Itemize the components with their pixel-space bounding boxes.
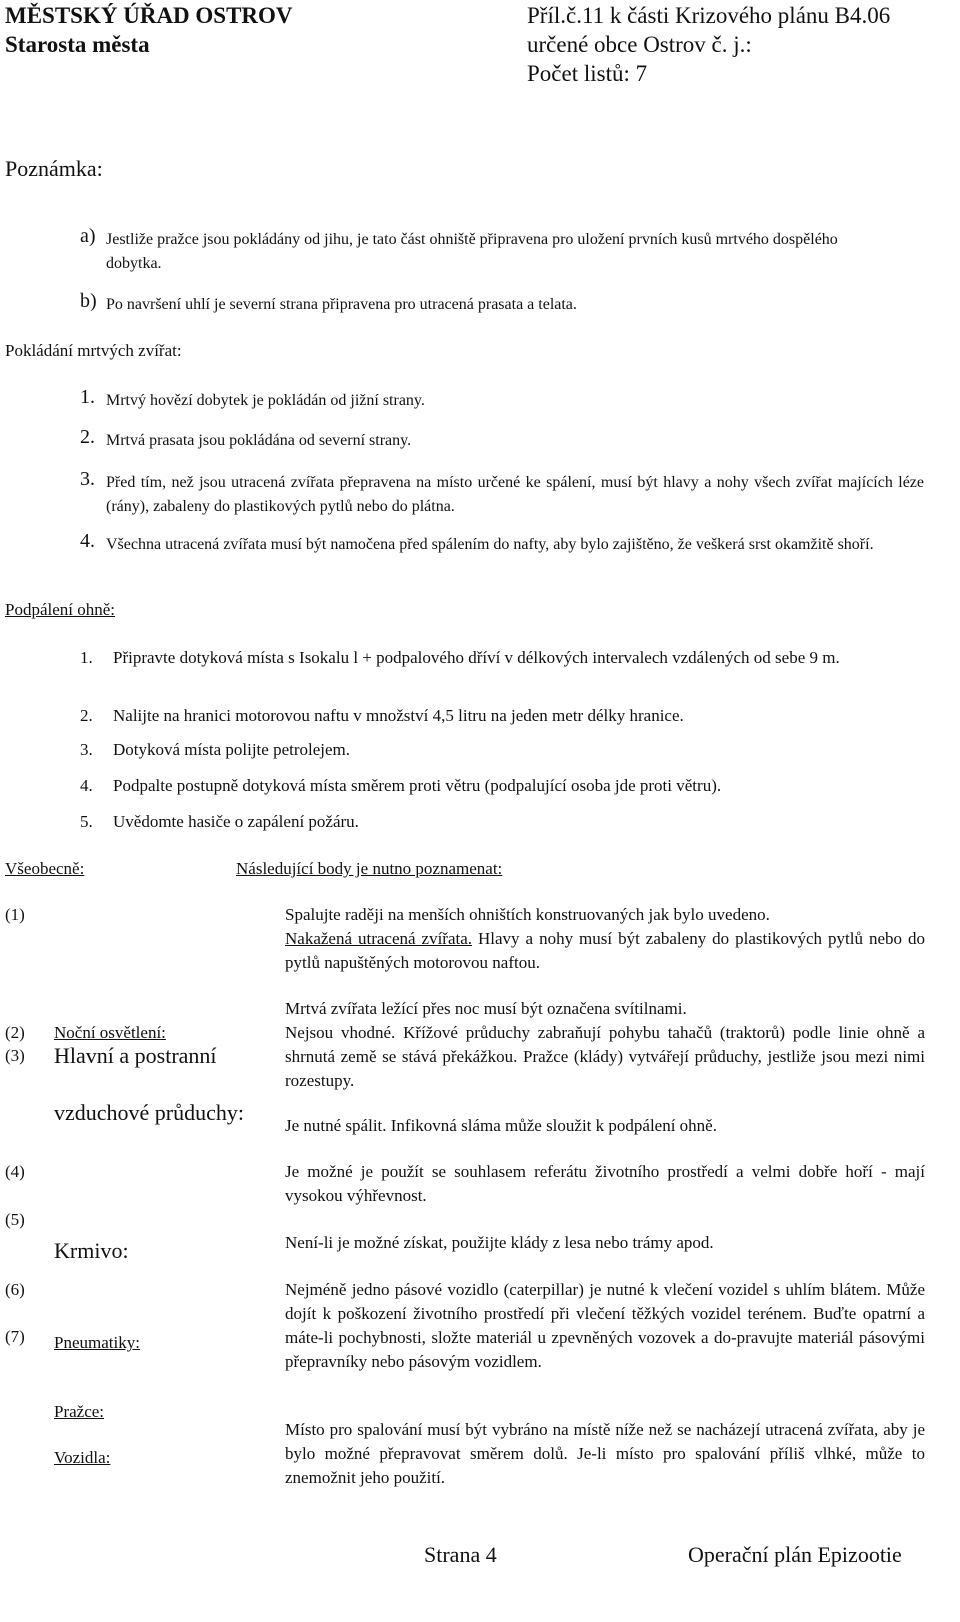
label-vehicles: Vozidla:	[54, 1448, 111, 1467]
note-b-text: Po navršení uhlí je severní strana připravena pro utracená prasata a telata.	[106, 296, 577, 313]
general-number-3: (3)	[5, 1046, 25, 1065]
laying-title: Pokládání mrtvých zvířat:	[5, 341, 182, 360]
ignition-item-5-number: 5.	[80, 812, 93, 831]
general-6-text: Není-li je možné získat, použijte klády z lesa nebo trámy apod.	[285, 1233, 714, 1252]
laying-item-3-number: 3.	[80, 468, 95, 490]
general-3-text: Nejsou vhodné. Křížové průduchy zabraňují pohybu tahačů (traktorů) podle linie ohně a shrnutá země se stává překážkou. Pražce (klády) vytvářejí průduchy, jestliže jsou mezi nimi rozestupy.	[285, 1023, 925, 1090]
laying-item-4-text: Všechna utracená zvířata musí být namočena před spálením do nafty, aby bylo zajištěno, že veškerá srst okamžitě shoří.	[106, 536, 874, 553]
general-subtitle: Následující body je nutno poznamenat:	[236, 859, 503, 878]
infected-animals-label: Nakažená utracená zvířata.	[285, 929, 473, 948]
attachment-ref: Příl.č.11 k části Krizového plánu B4.06	[527, 3, 891, 28]
general-number-6: (6)	[5, 1280, 25, 1299]
general-7-text: Nejméně jedno pásové vozidlo (caterpillar) je nutné k vlečení vozidel s uhlím blátem. Může dojít k poškození životního prostředí při vlečení těžkých vozidel terénem. Buďte opatrní a máte-li pochybnosti, složte materiál u zpevněných vozovek a do-pravujte materiál pásovými přepravníky nebo pásovým vozidlem.	[285, 1280, 925, 1371]
general-number-4: (4)	[5, 1162, 25, 1181]
ignition-item-1-text: Připravte dotyková místa s Isokalu l + podpalového dříví v délkových intervalech vzdálených od sebe 9 m.	[113, 648, 840, 667]
general-1-rest-text: Hlavy a nohy musí být zabaleny do plastikových pytlů nebo do pytlů napuštěných motorovou naftou.	[285, 929, 925, 972]
plan-name: Operační plán Epizootie	[688, 1542, 902, 1567]
note-b-letter: b)	[80, 290, 97, 312]
laying-item-1-number: 1.	[80, 386, 95, 408]
label-air-ducts-line1: Hlavní a postranní	[54, 1043, 217, 1068]
note-a-text: Jestliže pražce jsou pokládány od jihu, je tato část ohniště připravena pro uložení prvních kusů mrtvého dospělého dobytka.	[106, 231, 838, 272]
ignition-item-4-number: 4.	[80, 776, 93, 795]
label-feed: Krmivo:	[54, 1238, 129, 1263]
label-tyres: Pneumatiky:	[54, 1333, 140, 1352]
laying-item-2-text: Mrtvá prasata jsou pokládána od severní strany.	[106, 432, 412, 449]
general-title: Všeobecně:	[5, 859, 85, 878]
ignition-item-2-text: Nalijte na hranici motorovou naftu v množství 4,5 litru na jeden metr délky hranice.	[113, 706, 684, 725]
general-number-5: (5)	[5, 1210, 25, 1229]
page-number: Strana 4	[424, 1542, 497, 1567]
laying-item-4-number: 4.	[80, 530, 95, 552]
laying-item-1-text: Mrtvý hovězí dobytek je pokládán od jižní strany.	[106, 392, 425, 409]
general-2-text: Mrtvá zvířata ležící přes noc musí být označena svítilnami.	[285, 999, 687, 1018]
general-5-text: Je možné je použít se souhlasem referátu životního prostředí a velmi dobře hoří - mají vysokou výhřevnost.	[285, 1162, 925, 1205]
label-sleepers: Pražce:	[54, 1402, 105, 1421]
ignition-item-3-number: 3.	[80, 740, 93, 759]
general-number-1: (1)	[5, 905, 25, 924]
laying-item-3-text: Před tím, než jsou utracená zvířata přepravena na místo určené ke spálení, musí být hlavy a nohy všech zvířat majících léze (rány), zabaleny do plastikových pytlů nebo do plátna.	[106, 474, 924, 515]
label-night-lighting: Noční osvětlení:	[54, 1023, 166, 1042]
sheet-count: Počet listů: 7	[527, 61, 648, 86]
general-4-text: Je nutné spálit. Infikovná sláma může sloužit k podpálení ohně.	[285, 1116, 717, 1135]
office-name: MĚSTSKÝ ÚŘAD OSTROV	[5, 3, 293, 28]
laying-item-2-number: 2.	[80, 426, 95, 448]
ignition-item-2-number: 2.	[80, 706, 93, 725]
general-number-7: (7)	[5, 1327, 25, 1346]
general-8-text: Místo pro spalování musí být vybráno na místě níže než se nacházejí utracená zvířata, aby je bylo možné přepravovat směrem dolů. Je-li místo pro spalování příliš vlhké, může to znemožnit jeho použití.	[285, 1420, 925, 1487]
ignition-item-3-text: Dotyková místa polijte petrolejem.	[113, 740, 351, 759]
note-title: Poznámka:	[5, 156, 103, 181]
mayor-title: Starosta města	[5, 32, 150, 57]
general-1-rest	[285, 927, 925, 975]
label-air-ducts-line2: vzduchové průduchy:	[54, 1100, 244, 1125]
ignition-item-1-number: 1.	[80, 648, 93, 667]
note-a-letter: a)	[80, 225, 96, 247]
ignition-title: Podpálení ohně:	[5, 600, 116, 619]
document-ref: určené obce Ostrov č. j.:	[527, 32, 752, 57]
ignition-item-4-text: Podpalte postupně dotyková místa směrem proti větru (podpalující osoba jde proti větru).	[113, 776, 722, 795]
general-number-2: (2)	[5, 1023, 25, 1042]
general-1-line1: Spalujte raději na menších ohništích konstruovaných jak bylo uvedeno.	[285, 905, 770, 924]
ignition-item-5-text: Uvědomte hasiče o zapálení požáru.	[113, 812, 359, 831]
